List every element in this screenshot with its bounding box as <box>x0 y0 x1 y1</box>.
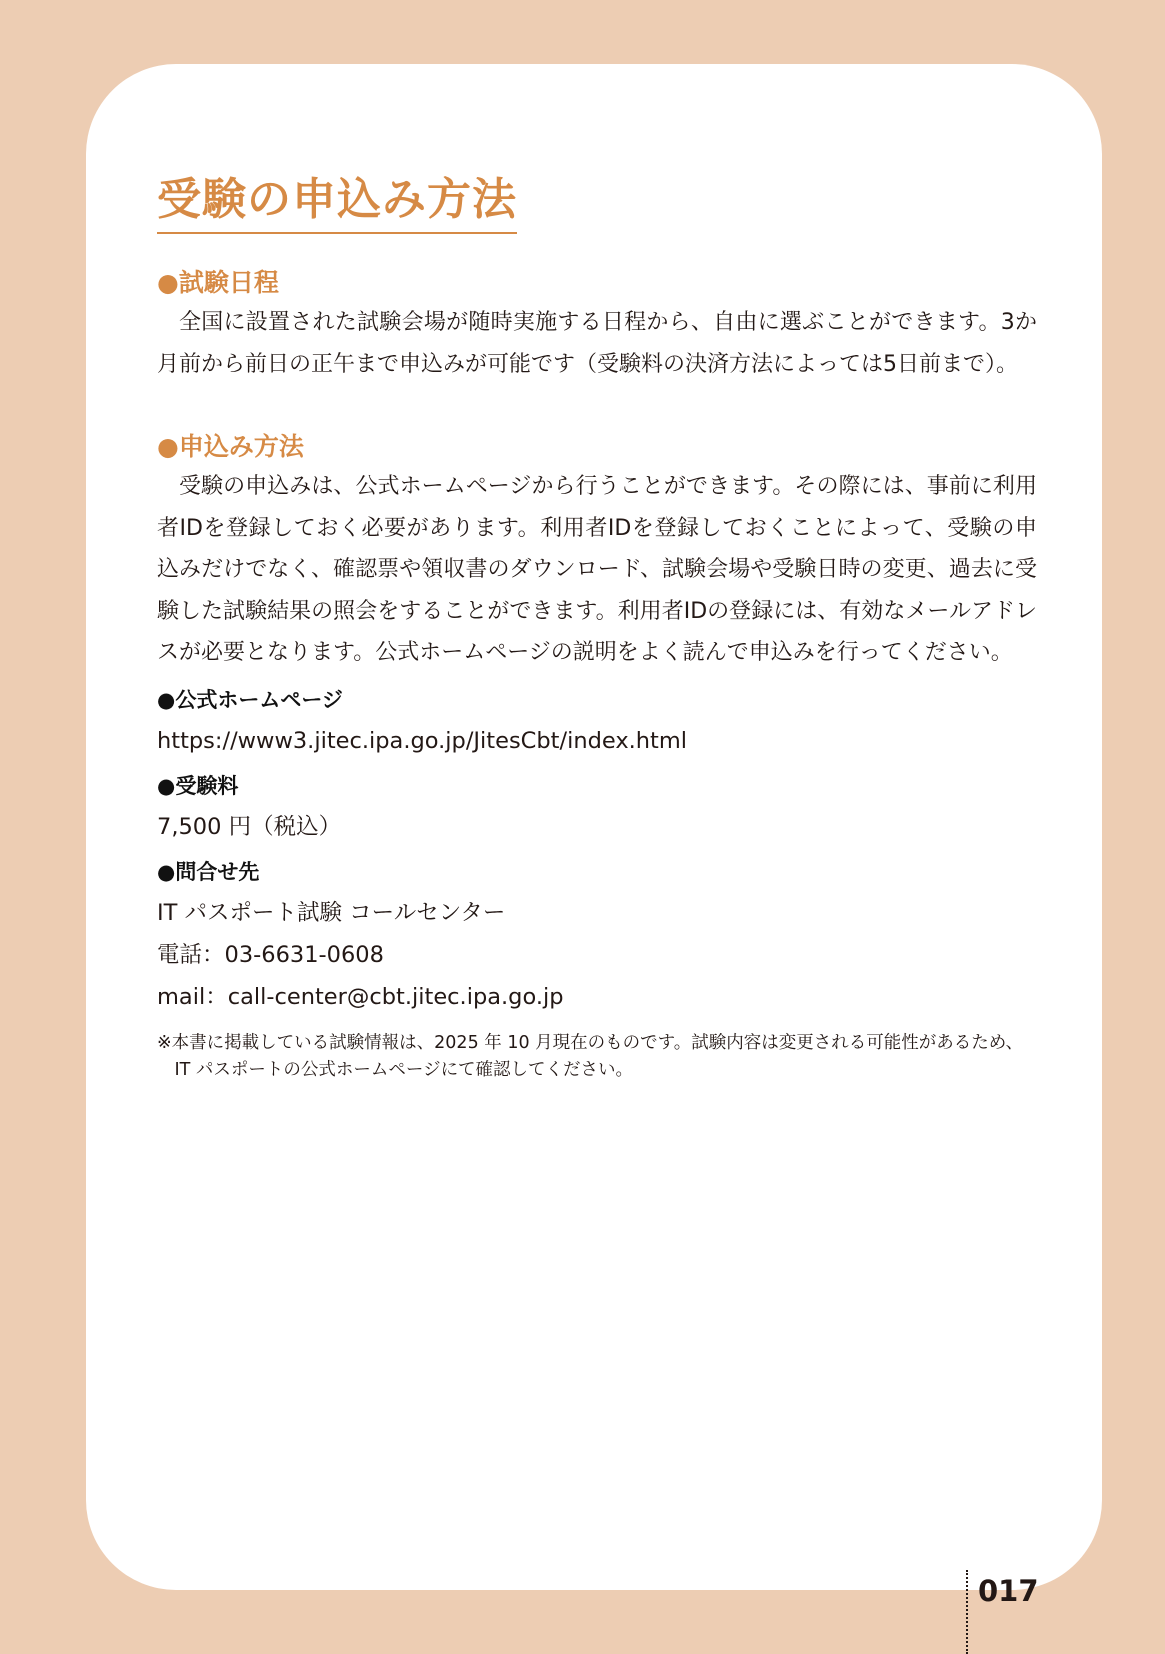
page-title: 受験の申込み方法 <box>157 170 517 234</box>
contact-mail-link[interactable]: mail：call-center@cbt.jitec.ipa.go.jp <box>157 983 564 1010</box>
section-body-application: 受験の申込みは、公式ホームページから行うことができます。その際には、事前に利用者IDを登録しておく必要があります。利用者IDを登録しておくことによって、受験の申込みだけでなく、確認票や領収書のダウンロード、試験会場や受験日時の変更、過去に受験した試験結果の照会をすることができます。利用者IDの登録には、有効なメールアドレスが必要となります。公式ホームページの説明をよく読んで申込みを行ってください。 <box>157 474 1037 665</box>
fee-value: 7,500 円（税込） <box>157 813 342 840</box>
contact-name: IT パスポート試験 コールセンター <box>157 899 506 926</box>
section-heading-application: ●申込み方法 <box>157 432 304 461</box>
page-number: 017 <box>966 1570 1039 1654</box>
main-content <box>157 170 1037 1084</box>
fee-label: ●受験料 <box>157 773 239 798</box>
contact-label: ●問合せ先 <box>157 859 260 884</box>
contact-phone: 電話：03-6631-0608 <box>157 941 384 968</box>
section-body-schedule: 全国に設置された試験会場が随時実施する日程から、自由に選ぶことができます。3か月前から前日の正午まで申込みが可能です（受験料の決済方法によっては5日前まで）。 <box>157 310 1037 377</box>
homepage-url-link[interactable]: https://www3.jitec.ipa.go.jp/JitesCbt/index.html <box>157 727 688 754</box>
homepage-label: ●公式ホームページ <box>157 687 343 712</box>
footnote: ※本書に掲載している試験情報は、2025 年 10 月現在のものです。試験内容は変更される可能性があるため、IT パスポートの公式ホームページにて確認してください。 <box>157 1032 1024 1080</box>
section-heading-schedule: ●試験日程 <box>157 268 279 297</box>
